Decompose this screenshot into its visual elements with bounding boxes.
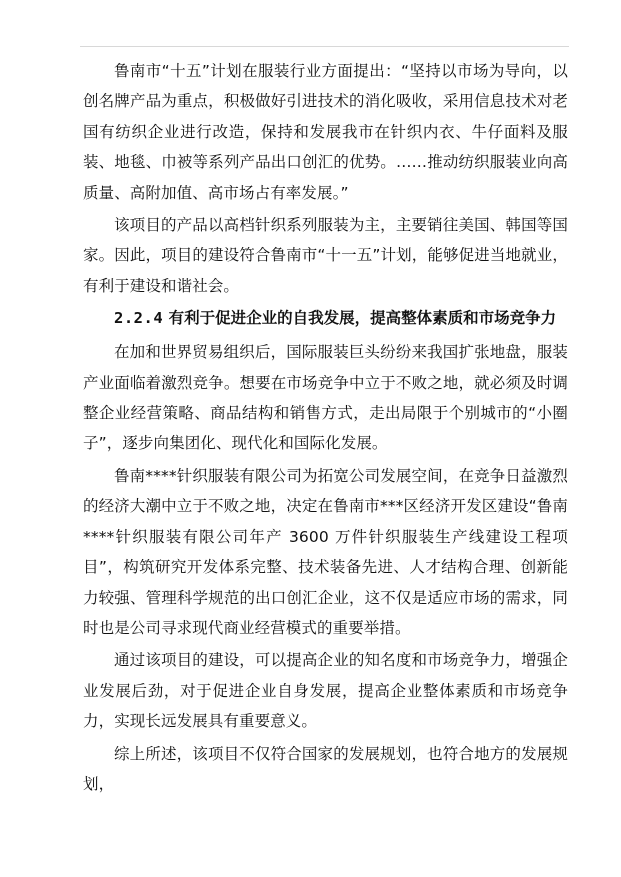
section-number: 2.2.4 — [114, 309, 164, 328]
section-heading — [83, 303, 568, 333]
paragraph-project-significance: 通过该项目的建设，可以提高企业的知名度和市场竞争力，增强企业发展后劲，对于促进企业自身发展，提高企业整体素质和市场竞争力，实现长远发展具有重要意义。 — [83, 651, 568, 731]
paragraph-competition: 在加和世界贸易组织后，国际服装巨头纷纷来我国扩张地盘，服装产业面临着激烈竞争。想要在市场竞争中立于不败之地，就必须及时调整企业经营策略、商品结构和销售方式，走出局限于个别城市的“小圈子”，逐步向集团化、现代化和国际化发展。 — [83, 343, 568, 453]
paragraph-company-plan: 鲁南****针织服装有限公司为拓宽公司发展空间，在竞争日益激烈的经济大潮中立于不败之地，决定在鲁南市***区经济开发区建设“鲁南****针织服装有限公司年产 3600 万件针织服装生产线建设工程项目”，构筑研究开发体系完整、技术装备先进、人才结构合理、创新能力较强、管理科学规范的出口创汇企业，这不仅是适应市场的需求，同时也是公司寻求现代商业经营模式的重要举措。 — [83, 466, 568, 637]
header-rule — [80, 46, 569, 47]
paragraph-plan-quote: 鲁南市“十五”计划在服装行业方面提出：“坚持以市场为导向，以创名牌产品为重点，积极做好引进技术的消化吸收，采用信息技术对老国有纺织企业进行改造，保持和发展我市在针织内衣、牛仔面料及服装、地毯、巾被等系列产品出口创汇的优势。……推动纺织服装业向高质量、高附加值、高市场占有率发展。” — [83, 62, 568, 202]
paragraph-summary: 综上所述，该项目不仅符合国家的发展规划，也符合地方的发展规划， — [83, 744, 568, 793]
paragraph-product-market: 该项目的产品以高档针织系列服装为主，主要销往美国、韩国等国家。因此，项目的建设符合鲁南市“十一五”计划，能够促进当地就业，有利于建设和谐社会。 — [83, 216, 568, 295]
document-body — [83, 56, 568, 801]
section-title: 有利于促进企业的自我发展，提高整体素质和市场竞争力 — [168, 309, 557, 328]
